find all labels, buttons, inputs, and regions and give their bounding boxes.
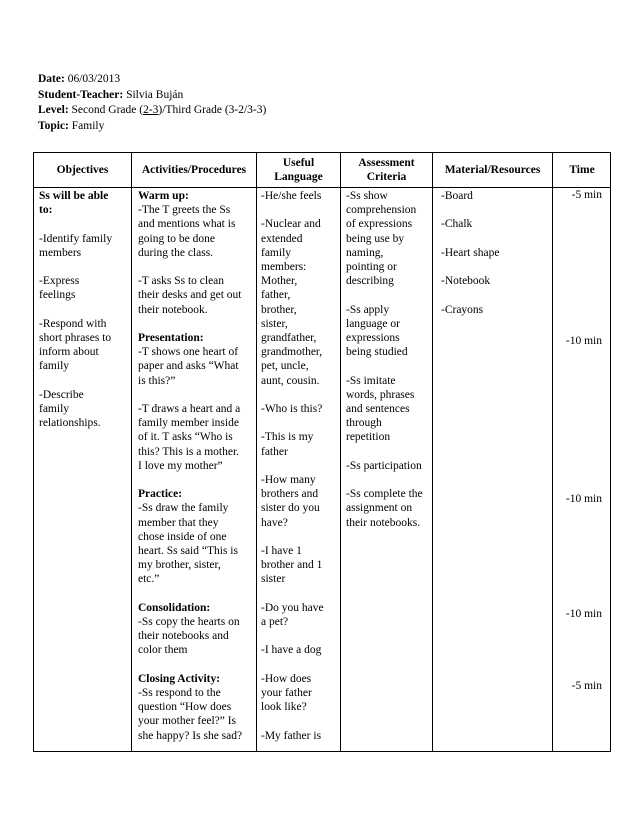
activity-line: color them bbox=[138, 644, 188, 657]
language-line: -Do you have bbox=[261, 601, 324, 614]
objective-item: -Describe bbox=[39, 388, 84, 401]
closing-title: Closing Activity: bbox=[138, 672, 221, 685]
material-item: -Chalk bbox=[441, 218, 473, 231]
material-item: -Notebook bbox=[441, 275, 491, 288]
activity-line: paper and asks “What bbox=[138, 360, 239, 373]
language-line: have? bbox=[261, 516, 288, 529]
header-assessment-line2: Criteria bbox=[366, 171, 407, 183]
objective-item: feelings bbox=[39, 289, 76, 302]
language-line: aunt, cousin. bbox=[261, 374, 320, 387]
activity-line: of it. T asks “Who is bbox=[138, 431, 233, 444]
date-label: Date: bbox=[38, 73, 65, 85]
language-line: pet, uncle, bbox=[261, 360, 309, 373]
time-item: -10 min bbox=[565, 335, 602, 347]
language-line: members: bbox=[261, 261, 307, 273]
activity-line: my brother, sister, bbox=[138, 559, 221, 572]
assessment-line: naming, bbox=[346, 246, 384, 259]
activity-line: their notebooks and bbox=[138, 630, 229, 643]
activity-line: member that they bbox=[138, 516, 219, 529]
assessment-line: expressions bbox=[346, 332, 400, 345]
language-line: grandmother, bbox=[261, 346, 323, 359]
activity-line: etc.” bbox=[138, 573, 160, 586]
language-line: -Nuclear and bbox=[261, 218, 321, 231]
material-item: -Crayons bbox=[441, 303, 484, 316]
language-line: -This is my bbox=[261, 431, 314, 444]
language-line: a pet? bbox=[261, 616, 289, 628]
useful-language-cell bbox=[261, 189, 339, 743]
assessment-line: -Ss show bbox=[346, 190, 388, 202]
level-line bbox=[38, 103, 266, 119]
activity-line: this? This is a mother. bbox=[138, 445, 240, 458]
date-line bbox=[38, 72, 266, 88]
objective-item: inform about bbox=[39, 346, 99, 359]
level-underlined: 2-3 bbox=[143, 104, 159, 117]
topic-label: Topic: bbox=[38, 119, 69, 132]
language-line: look like? bbox=[261, 701, 307, 714]
activity-line: their notebook. bbox=[138, 303, 208, 316]
activity-line: -The T greets the Ss bbox=[138, 204, 231, 217]
objective-item: relationships. bbox=[39, 417, 101, 430]
language-line: sister bbox=[261, 573, 286, 586]
header-time: Time bbox=[569, 164, 595, 176]
assessment-line: through bbox=[346, 417, 382, 430]
assessment-line: their notebooks. bbox=[346, 516, 421, 529]
assessment-line: -Ss complete the bbox=[346, 488, 423, 501]
document-header bbox=[38, 72, 266, 134]
level-label: Level: bbox=[38, 104, 69, 117]
language-line: -Who is this? bbox=[261, 403, 323, 416]
objectives-cell bbox=[39, 189, 129, 430]
consolidation-title: Consolidation: bbox=[138, 601, 211, 614]
language-line: family bbox=[261, 246, 292, 259]
assessment-cell bbox=[346, 189, 432, 530]
date-value: 06/03/2013 bbox=[67, 73, 121, 85]
language-line: grandfather, bbox=[261, 332, 317, 345]
header-useful-language bbox=[257, 153, 340, 187]
language-line: -He/she feels bbox=[261, 190, 322, 202]
header-useful-line1: Useful bbox=[282, 157, 315, 169]
assessment-line: -Ss participation bbox=[346, 459, 422, 472]
language-line: brother, bbox=[261, 303, 297, 316]
teacher-value: Silvia Buján bbox=[126, 88, 184, 101]
header-row-divider bbox=[34, 187, 610, 188]
assessment-line: repetition bbox=[346, 431, 391, 444]
header-material: Material/Resources bbox=[444, 164, 541, 176]
activity-line: going to be done bbox=[138, 232, 215, 245]
activity-line: is this?” bbox=[138, 374, 176, 387]
topic-line bbox=[38, 119, 266, 135]
activities-cell bbox=[138, 189, 256, 743]
topic-value: Family bbox=[71, 119, 105, 132]
level-post: )/Third Grade (3-2/3-3) bbox=[158, 104, 267, 117]
activity-line: I love my mother” bbox=[138, 459, 223, 472]
activity-line: -T draws a heart and a bbox=[138, 403, 241, 415]
header-activities: Activities/Procedures bbox=[141, 164, 247, 176]
assessment-line: words, phrases bbox=[346, 388, 415, 401]
presentation-title: Presentation: bbox=[138, 332, 204, 344]
assessment-line: of expressions bbox=[346, 218, 413, 231]
objective-item: -Express bbox=[39, 275, 80, 288]
activity-line: -T asks Ss to clean bbox=[138, 275, 225, 288]
activity-line: she happy? Is she sad? bbox=[138, 729, 243, 742]
material-cell bbox=[441, 189, 551, 317]
activity-line: and mentions what is bbox=[138, 218, 236, 231]
language-line: -I have a dog bbox=[261, 644, 322, 657]
objective-item: family bbox=[39, 360, 70, 373]
language-line: -How many bbox=[261, 474, 316, 486]
header-useful-line2: Language bbox=[274, 171, 323, 183]
material-item: -Board bbox=[441, 190, 473, 202]
time-item: -5 min bbox=[571, 189, 602, 201]
activity-line: family member inside bbox=[138, 417, 239, 430]
objectives-intro: Ss will be able bbox=[39, 190, 109, 202]
assessment-line: and sentences bbox=[346, 403, 410, 416]
language-line: brother and 1 bbox=[261, 559, 323, 572]
time-item: -5 min bbox=[571, 680, 602, 692]
language-line: father bbox=[261, 445, 288, 458]
warmup-title: Warm up: bbox=[138, 190, 189, 202]
practice-title: Practice: bbox=[138, 488, 183, 501]
assessment-line: -Ss imitate bbox=[346, 374, 396, 387]
activity-line: your mother feel?” Is bbox=[138, 715, 237, 728]
activity-line: their desks and get out bbox=[138, 289, 242, 302]
language-line: -I have 1 bbox=[261, 545, 302, 557]
assessment-line: -Ss apply bbox=[346, 303, 390, 316]
assessment-line: language or bbox=[346, 317, 400, 330]
assessment-line: being use by bbox=[346, 232, 405, 245]
language-line: sister do you bbox=[261, 502, 320, 515]
objective-item: family bbox=[39, 402, 70, 415]
column-divider bbox=[552, 153, 553, 751]
activity-line: heart. Ss said “This is bbox=[138, 545, 238, 558]
activity-line: during the class. bbox=[138, 246, 214, 259]
assessment-line: assignment on bbox=[346, 502, 413, 515]
activity-line: -Ss draw the family bbox=[138, 502, 229, 515]
teacher-label: Student-Teacher: bbox=[38, 88, 124, 101]
assessment-line: comprehension bbox=[346, 204, 417, 217]
objective-item: -Respond with bbox=[39, 317, 107, 330]
level-pre: Second Grade ( bbox=[71, 104, 144, 117]
objective-item: members bbox=[39, 246, 82, 259]
assessment-line: describing bbox=[346, 275, 394, 288]
language-line: father, bbox=[261, 289, 291, 302]
material-item: -Heart shape bbox=[441, 246, 500, 259]
column-divider bbox=[432, 153, 433, 751]
language-line: -My father is bbox=[261, 729, 322, 742]
language-line: your father bbox=[261, 686, 312, 699]
header-objectives: Objectives bbox=[56, 164, 109, 176]
language-line: extended bbox=[261, 232, 303, 245]
activity-line: -Ss respond to the bbox=[138, 687, 221, 700]
header-assessment-line1: Assessment bbox=[358, 157, 415, 169]
column-divider bbox=[256, 153, 257, 751]
activity-line: -T shows one heart of bbox=[138, 346, 239, 359]
lesson-plan-table bbox=[33, 152, 611, 752]
objectives-intro: to: bbox=[39, 204, 53, 217]
activity-line: -Ss copy the hearts on bbox=[138, 616, 240, 629]
objective-item: -Identify family bbox=[39, 232, 113, 245]
objective-item: short phrases to bbox=[39, 331, 112, 344]
assessment-line: pointing or bbox=[346, 261, 397, 274]
activity-line: question “How does bbox=[138, 701, 232, 714]
language-line: brothers and bbox=[261, 488, 319, 501]
teacher-line bbox=[38, 88, 266, 104]
activity-line: chose inside of one bbox=[138, 530, 227, 543]
column-divider bbox=[340, 153, 341, 751]
time-item: -10 min bbox=[565, 608, 602, 620]
header-assessment-criteria bbox=[341, 153, 432, 187]
column-divider bbox=[131, 153, 132, 751]
language-line: sister, bbox=[261, 317, 288, 330]
assessment-line: being studied bbox=[346, 346, 408, 359]
time-item: -10 min bbox=[565, 493, 602, 505]
language-line: -How does bbox=[261, 672, 312, 685]
language-line: Mother, bbox=[261, 275, 298, 288]
